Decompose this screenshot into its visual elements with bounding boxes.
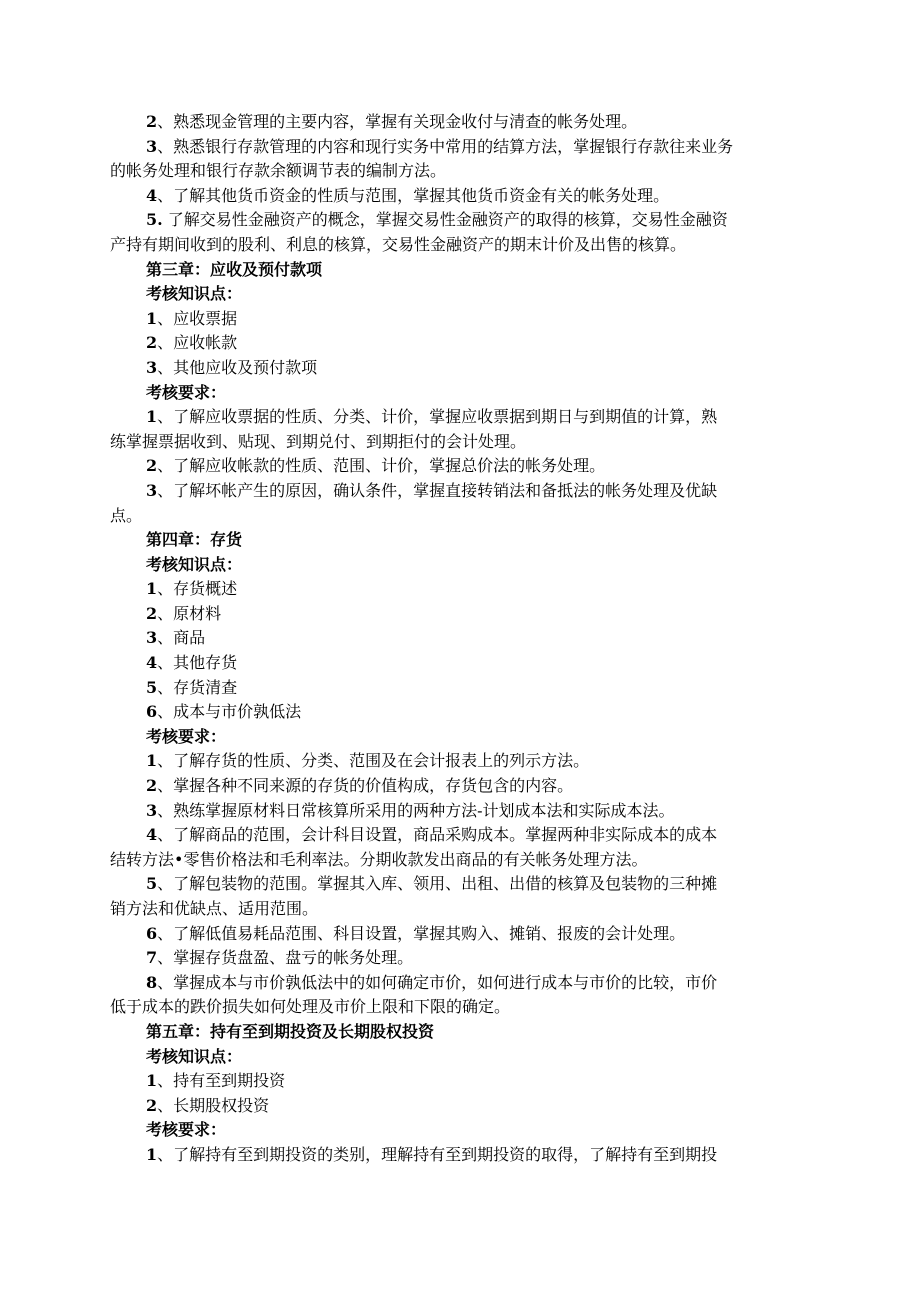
line-text: 、持有至到期投资: [157, 1071, 286, 1091]
text-line: [110, 749, 812, 774]
list-number: 2: [146, 112, 158, 131]
line-text: 、应收帐款: [157, 333, 238, 353]
text-line: [110, 405, 812, 430]
line-text: 、掌握各种不同来源的存货的价值构成，存货包含的内容。: [157, 776, 574, 796]
line-text: 第三章：应收及预付款项: [146, 259, 323, 279]
line-text: 考核要求：: [146, 726, 227, 746]
line-text: 点。: [110, 505, 143, 525]
line-text: 、长期股权投资: [157, 1095, 270, 1115]
text-line: [110, 430, 812, 455]
text-line: [110, 848, 812, 873]
line-text: 、了解低值易耗品范围、科目设置，掌握其购入、摊销、报废的会计处理。: [157, 923, 686, 943]
list-number: 5: [146, 874, 158, 894]
list-number: 6: [146, 702, 158, 722]
list-number: 3: [146, 628, 158, 648]
document-body: [110, 110, 812, 1168]
line-text: 、了解其他货币资金的性质与范围，掌握其他货币资金有关的帐务处理。: [157, 185, 670, 205]
line-text: 、了解持有至到期投资的类别，理解持有至到期投资的取得，了解持有至到期投: [157, 1144, 718, 1164]
text-line: [110, 233, 812, 258]
text-line: [110, 799, 812, 824]
list-number: 2: [146, 603, 158, 623]
line-text: 、熟练掌握原材料日常核算所采用的两种方法-计划成本法和实际成本法。: [157, 800, 675, 820]
line-text: 销方法和优缺点、适用范围。: [110, 899, 319, 918]
list-number: 2: [146, 776, 158, 796]
text-line: [110, 504, 812, 529]
line-text: 考核知识点：: [146, 554, 243, 574]
list-number: 1: [146, 751, 158, 771]
text-line: [110, 159, 812, 184]
text-line: [110, 577, 812, 602]
line-text: 、了解坏帐产生的原因，确认条件，掌握直接转销法和备抵法的帐务处理及优缺: [157, 480, 718, 500]
list-number: 1: [146, 579, 158, 599]
text-line: [110, 872, 812, 897]
line-text: 、存货清查: [157, 677, 238, 697]
line-text: 、商品: [157, 628, 206, 648]
line-text: 、熟悉银行存款管理的内容和现行实务中常用的结算方法，掌握银行存款往来业务: [157, 136, 734, 156]
text-line: [110, 823, 812, 848]
list-number: 4: [146, 653, 158, 673]
line-text: 、成本与市价孰低法: [157, 702, 302, 722]
list-number: 2: [146, 333, 158, 353]
line-text: 、原材料: [157, 603, 222, 623]
line-text: 、熟悉现金管理的主要内容，掌握有关现金收付与清查的帐务处理。: [157, 112, 638, 131]
list-number: 3: [146, 480, 158, 500]
text-line: [110, 454, 812, 479]
text-line: [110, 774, 812, 799]
text-line: [110, 922, 812, 947]
line-text: 产持有期间收到的股利、利息的核算，交易性金融资产的期末计价及出售的核算。: [110, 234, 687, 254]
text-line: [110, 307, 812, 332]
text-line: [110, 135, 812, 160]
text-line: [110, 602, 812, 627]
section-heading-line: [110, 282, 812, 307]
line-text: 、掌握存货盘盈、盘亏的帐务处理。: [157, 948, 414, 968]
line-text: 考核知识点：: [146, 1046, 243, 1066]
text-line: [110, 626, 812, 651]
list-number: 2: [146, 456, 158, 476]
section-heading-line: [110, 725, 812, 750]
line-text: 低于成本的跌价损失如何处理及市价上限和下限的确定。: [110, 997, 511, 1017]
line-text: 第五章：持有至到期投资及长期股权投资: [146, 1021, 435, 1041]
line-text: 结转方法•零售价格法和毛利率法。分期收款发出商品的有关帐务处理方法。: [110, 849, 648, 869]
section-heading-line: [110, 1020, 812, 1045]
list-number: 1: [146, 308, 158, 328]
line-text: 、其他应收及预付款项: [157, 357, 318, 377]
list-number: 2: [146, 1095, 158, 1115]
text-line: [110, 1069, 812, 1094]
text-line: [110, 700, 812, 725]
list-number: 1: [146, 407, 158, 427]
list-number: 3: [146, 136, 158, 156]
list-number: 4: [146, 825, 158, 845]
line-text: 、了解商品的范围，会计科目设置，商品采购成本。掌握两种非实际成本的成本: [157, 825, 718, 845]
list-number: 7: [146, 948, 158, 968]
list-number: 3: [146, 357, 158, 377]
line-text: 、掌握成本与市价孰低法中的如何确定市价，如何进行成本与市价的比较，市价: [157, 972, 718, 992]
section-heading-line: [110, 258, 812, 283]
section-heading-line: [110, 1045, 812, 1070]
line-text: 、了解存货的性质、分类、范围及在会计报表上的列示方法。: [157, 751, 590, 771]
text-line: [110, 995, 812, 1020]
text-line: [110, 356, 812, 381]
text-line: [110, 676, 812, 701]
section-heading-line: [110, 381, 812, 406]
list-number: 1: [146, 1144, 158, 1164]
line-text: 了解交易性金融资产的概念，掌握交易性金融资产的取得的核算，交易性金融资: [162, 210, 728, 230]
list-number: 5: [146, 677, 158, 697]
line-text: 第四章：存货: [146, 530, 243, 550]
line-text: 考核知识点：: [146, 284, 243, 304]
list-number: 6: [146, 923, 158, 943]
text-line: [110, 110, 812, 135]
text-line: [110, 479, 812, 504]
text-line: [110, 971, 812, 996]
text-line: [110, 1094, 812, 1119]
text-line: [110, 331, 812, 356]
line-text: 、了解应收票据的性质、分类、计价，掌握应收票据到期日与到期值的计算，熟: [157, 407, 718, 427]
list-number: 5.: [146, 210, 163, 230]
list-number: 1: [146, 1071, 158, 1091]
text-line: [110, 1143, 812, 1168]
text-line: [110, 208, 812, 233]
line-text: 、应收票据: [157, 308, 238, 328]
section-heading-line: [110, 1118, 812, 1143]
section-heading-line: [110, 553, 812, 578]
line-text: 练掌握票据收到、贴现、到期兑付、到期拒付的会计处理。: [110, 431, 527, 451]
line-text: 、了解应收帐款的性质、范围、计价，掌握总价法的帐务处理。: [157, 456, 606, 476]
text-line: [110, 946, 812, 971]
text-line: [110, 184, 812, 209]
line-text: 的帐务处理和银行存款余额调节表的编制方法。: [110, 161, 447, 181]
line-text: 、其他存货: [157, 653, 238, 673]
list-number: 8: [146, 972, 158, 992]
text-line: [110, 897, 812, 922]
line-text: 考核要求：: [146, 1120, 227, 1140]
line-text: 、存货概述: [157, 579, 238, 599]
list-number: 4: [146, 185, 158, 205]
line-text: 考核要求：: [146, 382, 227, 402]
line-text: 、了解包装物的范围。掌握其入库、领用、出租、出借的核算及包装物的三种摊: [157, 874, 718, 894]
section-heading-line: [110, 528, 812, 553]
text-line: [110, 651, 812, 676]
list-number: 3: [146, 800, 158, 820]
